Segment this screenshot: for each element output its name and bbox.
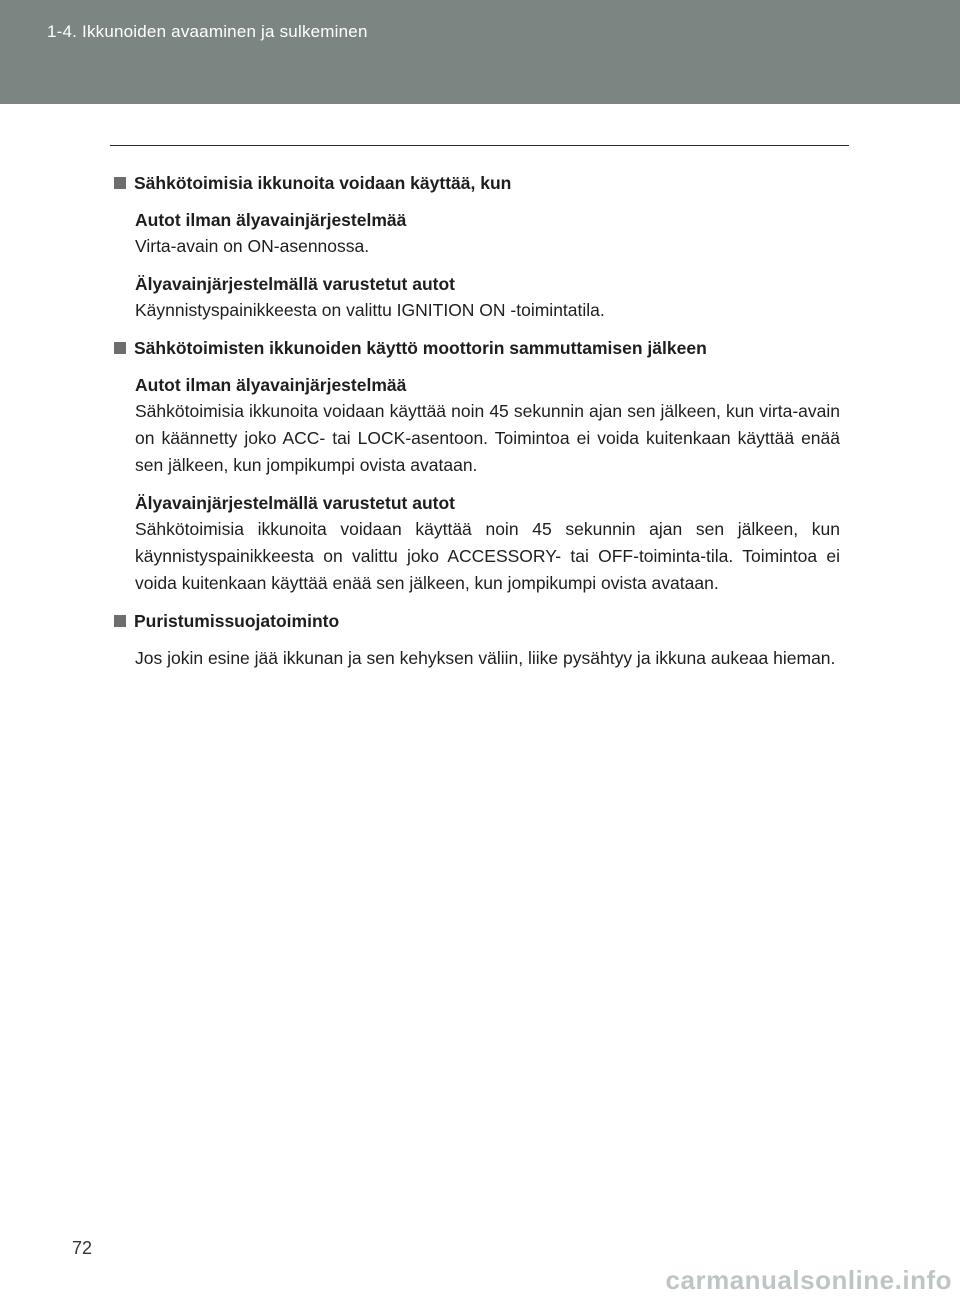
block-text: Virta-avain on ON-asennossa.: [135, 236, 370, 256]
content-block: [135, 645, 840, 672]
square-bullet-icon: [114, 342, 126, 354]
section-heading: [114, 170, 840, 196]
block-text: Jos jokin esine jää ikkunan ja sen kehyksen väliin, liike pysähtyy ja ikkuna aukeaa hieman.: [135, 648, 836, 668]
block-text: Sähkötoimisia ikkunoita voidaan käyttää noin 45 sekunnin ajan sen jälkeen, kun virta-avain on käännetty joko ACC- tai LOCK-asentoon. Toimintoa ei voida kuitenkaan käyttää enää sen jälkeen, kun jompikumpi ovista avataan.: [135, 401, 840, 475]
chapter-header-bar: [0, 0, 960, 104]
section-heading-text: Puristumissuojatoiminto: [134, 611, 340, 631]
content-block: [135, 207, 840, 260]
content-block: [135, 271, 840, 324]
content-block: [135, 490, 840, 597]
block-title: Autot ilman älyavainjärjestelmää: [135, 375, 407, 395]
block-text: Sähkötoimisia ikkunoita voidaan käyttää noin 45 sekunnin ajan sen jälkeen, kun käynnistyspainikkeesta on valittu joko ACCESSORY- tai OFF-toiminta-tila. Toimintoa ei voida kuitenkaan käyttää enää sen jälkeen, kun jompikumpi ovista avataan.: [135, 519, 840, 593]
watermark: carmanualsonline.info: [665, 1265, 952, 1295]
section-heading-text: Sähkötoimisia ikkunoita voidaan käyttää, kun: [134, 173, 512, 193]
section-heading: [114, 608, 840, 634]
square-bullet-icon: [114, 615, 126, 627]
section-heading-text: Sähkötoimisten ikkunoiden käyttö moottorin sammuttamisen jälkeen: [134, 338, 707, 358]
block-text: Käynnistyspainikkeesta on valittu IGNITION ON -toimintatila.: [135, 300, 605, 320]
square-bullet-icon: [114, 177, 126, 189]
content-block: [135, 372, 840, 479]
page-number: 72: [72, 1238, 93, 1258]
chapter-title: 1-4. Ikkunoiden avaaminen ja sulkeminen: [47, 22, 368, 41]
section-divider: [110, 145, 849, 146]
page-content: [114, 170, 840, 683]
block-title: Älyavainjärjestelmällä varustetut autot: [135, 493, 455, 513]
block-title: Autot ilman älyavainjärjestelmää: [135, 210, 407, 230]
section-heading: [114, 335, 840, 361]
block-title: Älyavainjärjestelmällä varustetut autot: [135, 274, 455, 294]
